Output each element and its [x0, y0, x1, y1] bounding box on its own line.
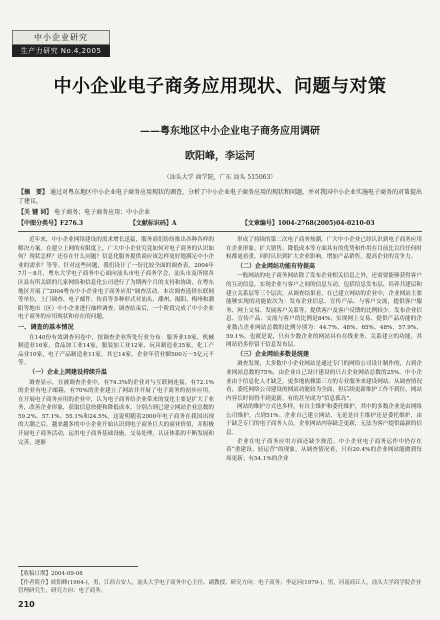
received-date: 【收稿日期】2004-09-08 — [18, 571, 83, 577]
left-column — [18, 236, 214, 447]
keywords — [18, 208, 422, 217]
column-badge — [12, 30, 110, 57]
paper-authors: 欧阳峰，李运河 — [185, 151, 255, 162]
footnote — [18, 570, 422, 596]
subsection-heading: （三）企业网站多数是统建 — [237, 350, 310, 358]
section-heading: 一、调查的基本情况 — [18, 323, 74, 331]
body-paragraph: 调查显示，在被调查企业中，有74.3%的企业对与互联网连接，有72.1%的企业有电子邮箱，有70%的企业建立了网站并开展了电子商务的初步应用。在开展电子商务应用的企业中，认为电子商务给企业带来的变化主要是扩大了业务，改善企业形象，获取信息快捷和降低成本，分别占到已建立网站企业总数的59.2%、57.1%、55.1%和24.5%。这说明随着2000年电子商务在我国出现的大潮之后，越来越多的中小企业开始认识到电子商务巨大的商业价值，并积极开展电子商务活动，运用电子商务基础设施、交易处理，认证体系的不断发展和完善，逐渐 — [18, 379, 214, 446]
header-divider — [18, 231, 422, 232]
keywords-tag: 【关 键 词】 — [18, 209, 53, 216]
right-column — [226, 236, 422, 463]
journal-issue-label: 生产力研究 No.4,2005 — [12, 45, 110, 57]
body-paragraph: 网站的维护方式也多样，有自主维护和委托维护，其中的多数企业是由网络公司维护，占到51%。企业自己建立网站，无论是自主维护还是委托维护，由于缺乏专门的电子商务人员，企业网站内容缺乏更新，无法为客户提供最新的信息。 — [226, 404, 422, 437]
body-paragraph: 一般网站的电子商务网站除了发布企业相关信息之外，还需要能够获得客户的互动信息，实现企业与客户之间的信息互动，包括信息发布层、培养共建层和建立关系层等三个层次。从调查结果看，在已建立网站的企业中，企业网站主要能够实现的功能依次为：发布企业信息、宣传产品、与客户交流，提供客户服务、网上交易、发展客户关系等，提供客户及客户反馈的比例较少。发布企业信息、宣传产品、交流与客户的比例是84%；实现网上交易、提供产品功能的企业数占企业网站总数的比例分别为：44.7%、48%、65%、48%、57.9%、59.1%。也就是说，只有少数企业的网站具有在线业务、关系建立的功能，其网站仍多停留于信息发布层。 — [226, 273, 422, 349]
keywords-text: 电子商务；电子商务应用；中小企业 — [54, 209, 151, 216]
classification-line — [18, 219, 422, 228]
article-number: 【文章编号】1004-2768(2005)04-0210-03 — [241, 220, 375, 227]
body-paragraph: 调查发现，大多数中小企业网站是通过专门的网络公司设计制作的，占到企业网站总数的75%，由企业自己设计建设的只占企业网站总数的25%。中小企业由于信息化人才缺乏，更多地依赖第三方的专业服务来建设网站。从调查情况看，委托网络公司建设的网站功能较为全面，但后续更新维护工作不到位，网站内容长时间得不到更新，有的甚至成为“信息孤岛”。 — [226, 361, 422, 402]
subsection-heading: （二）企业网站功能有待提高 — [237, 262, 316, 270]
author-bio: 【作者简介】欧阳峰(1964-)，男，江西吉安人，汕头大学电子商务中心主任、副教授、研究方向：电子商务；李运河(1979-)，男，河南商丘人，汕头大学商学院企业管理研究生，研究方向：电子商务。 — [18, 579, 422, 594]
column-badge-label: 中小企业研究 — [12, 30, 110, 45]
paper-subtitle: ——粤东地区中小企业电子商务应用调研 — [140, 126, 320, 137]
page-number: 210 — [18, 600, 35, 609]
body-paragraph: 近年来，中小企业网络建设的需求增长迅猛，服务商们纷纷推出各种各样的解决方案。在建立上网的有限度上，广大中小企业究竟如何对电子商务的认识如何？现状怎样？还存在什么问题？信息化服务提供商应该怎样更好地满足中小企业的需求？等等。针对这些问题，我们设计了一份比较全面的调查表，2004年7月～8月，粤东大学电子商务中心面向汕头市电子商务学会，汕头市及所辖各区县有所关联的几家网络和信息化公司进行了为期两个月的支持和协助，在粤东地区开展了“2004粤东中小企业电子商务应用”调查活动。本次调查选择东联网等单位，上门调查、电子邮件、传真等多种形式对汕头、潮州、揭阳、梅州和潮阳等地市（区）中小企业进行抽样调查。调查结束后，一个阶段完成了中小企业电子商务的应用现状和存在的问题。 — [18, 237, 214, 321]
abstract — [18, 188, 422, 206]
body-paragraph: 在140份有效调查问卷中，按调查企业所处行业分布：服务业19家，机械制造业16家，食品加工业14家，服装加工业12家，玩具制造业35家，化工产品业10家，电子产品制造业11家，其它14家。企业年营业额500万～5亿元不等。 — [18, 334, 214, 367]
abstract-tag: 【摘 要】 — [18, 189, 49, 196]
subsection-heading: （一）企业上网建设持续升温 — [29, 368, 108, 376]
abstract-text: 通过对粤东地区中小企业电子商务应用现状的调查，分析了中小企业电子商务应用的现状和问题，并对我国中小企业实施电子商务的对策提出了建议。 — [18, 189, 422, 205]
footnote-divider — [18, 566, 138, 567]
paper-title: 中小企业电子商务应用现状、问题与对策 — [53, 76, 387, 97]
clc-number: 【中图分类号】F276.3 — [18, 220, 84, 227]
body-paragraph: 形成了持续的第二次电子商务热潮。广大中小企业已经认识到电子商务应用在企业形象、扩大销售、降低成本等方面具有的优势和作用在目前比以往任何时候都更看重，同时认识到扩大企业影响，增加产品销售，提高企业的竞争力。 — [226, 237, 422, 261]
body-paragraph: 企业在电子商务应用方面还缺少规范。中小企业电子商务运作中仍存在着“重建设、轻运营”的现象，从调查情况看，只有20.4%的企业网站能做到每周更新；有54.1%的企业 — [226, 438, 422, 462]
document-code: 【文献标识码】A — [129, 220, 177, 227]
author-affiliation: （汕头大学 商学院，广东 汕头 515063） — [163, 174, 277, 181]
